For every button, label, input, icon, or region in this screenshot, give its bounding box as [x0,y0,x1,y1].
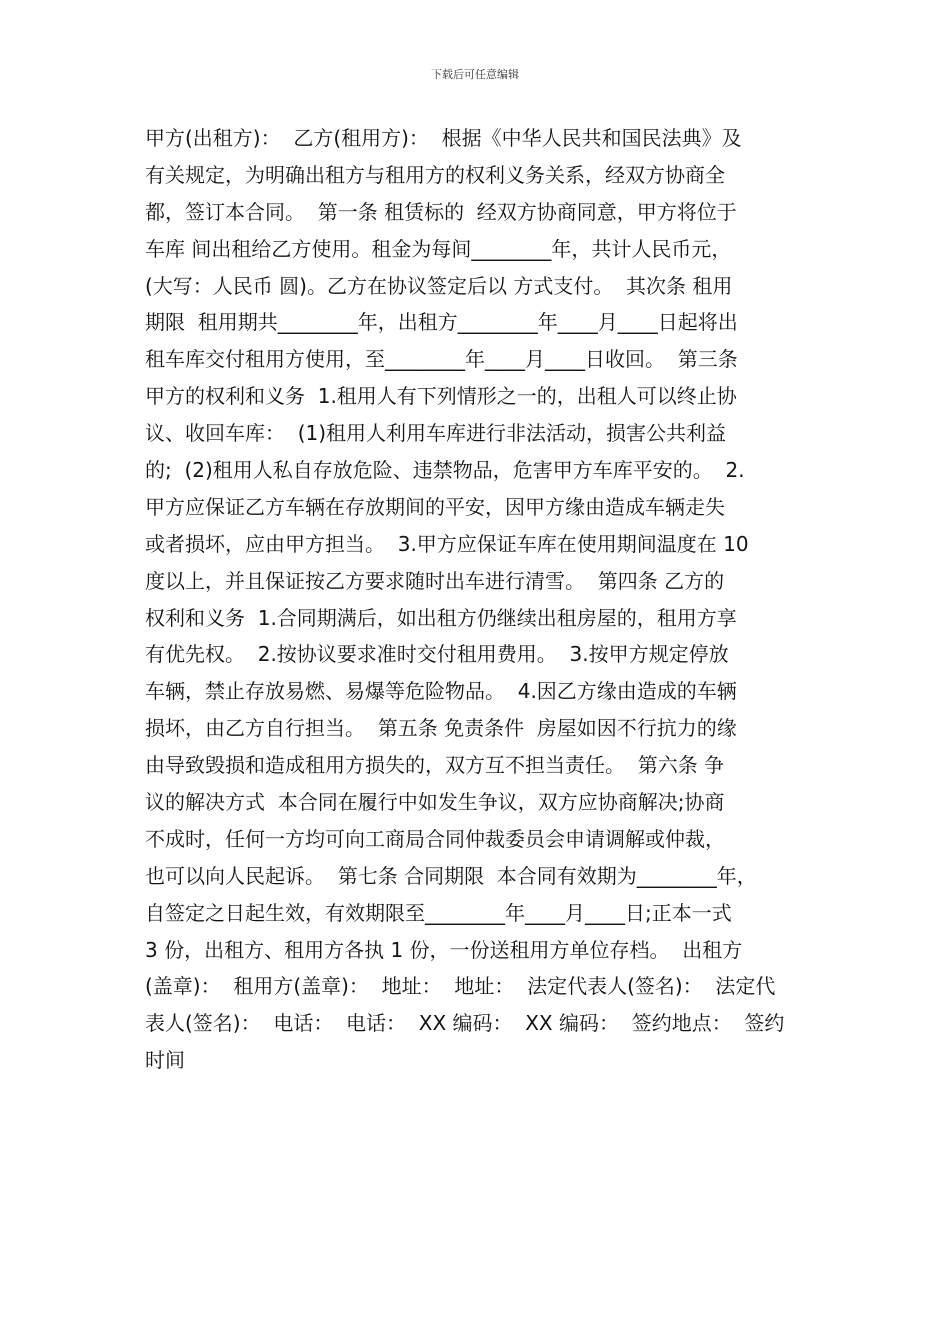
text-line: 甲方应保证乙方车辆在存放期间的平安，因甲方缘由造成车辆走失 [145,494,725,519]
text-line: 的; (2)租用人私自存放危险、违禁物品，危害甲方车库平安的。 2. [145,458,745,483]
text-line: 甲方的权利和义务 1.租用人有下列情形之一的，出租人可以终止协 [145,384,737,409]
text-line: 车库 间出租给乙方使用。租金为每间________年，共计人民币元， [145,236,732,261]
text-line: 表人(签名)： 电话： 电话： XX 编码： XX 编码： 签约地点： 签约 [145,1011,785,1036]
text-line: 议的解决方式 本合同在履行中如发生争议，双方应协商解决;协商 [145,790,725,815]
text-line: 由导致毁损和造成租用方损失的，双方互不担当责任。 第六条 争 [145,753,725,778]
text-line: 议、收回车库： (1)租用人利用车库进行非法活动，损害公共利益 [145,421,727,446]
text-line: 权利和义务 1.合同期满后，如出租方仍继续出租房屋的，租用方享 [145,605,737,630]
text-line: 损坏，由乙方自行担当。 第五条 免责条件 房屋如因不行抗力的缘 [145,716,737,741]
text-line: (大写：人民币 圆)。乙方在协议签定后以 方式支付。 其次条 租用 [145,273,733,298]
text-line: 车辆，禁止存放易燃、易爆等危险物品。 4.因乙方缘由造成的车辆 [145,679,737,704]
text-line: 3 份，出租方、租用方各执 1 份，一份送租用方单位存档。 出租方 [145,937,743,962]
contract-body [145,120,810,1079]
text-line: 都，签订本合同。 第一条 租赁标的 经双方协商同意，甲方将位于 [145,199,737,224]
text-line: 甲方(出租方)： 乙方(租用方)： 根据《中华人民共和国民法典》及 [145,126,742,150]
text-line: 自签定之日起生效，有效期限至________年____月____日;正本一式 [145,900,732,925]
text-line: 租车库交付租用方使用，至________年____月____日收回。 第三条 [145,347,738,372]
text-line: 或者损坏，应由甲方担当。 3.甲方应保证车库在使用期间温度在 10 [145,531,749,556]
text-line: 期限 租用期共________年，出租方________年____月____日起将出 [145,310,738,335]
header-note: 下载后可任意编辑 [431,68,519,81]
text-line: (盖章)： 租用方(盖章)： 地址： 地址： 法定代表人(签名)： 法定代 [145,974,776,999]
text-line: 不成时，任何一方均可向工商局合同仲裁委员会申请调解或仲裁， [145,826,725,851]
text-line: 有优先权。 2.按协议要求准时交付租用费用。 3.按甲方规定停放 [145,642,729,667]
text-line: 度以上，并且保证按乙方要求随时出车进行清雪。 第四条 乙方的 [145,568,725,593]
text-line: 时间 [145,1048,185,1073]
text-line: 有关规定，为明确出租方与租用方的权利义务关系，经双方协商全 [145,162,725,187]
text-line: 也可以向人民起诉。 第七条 合同期限 本合同有效期为________年， [145,863,757,888]
